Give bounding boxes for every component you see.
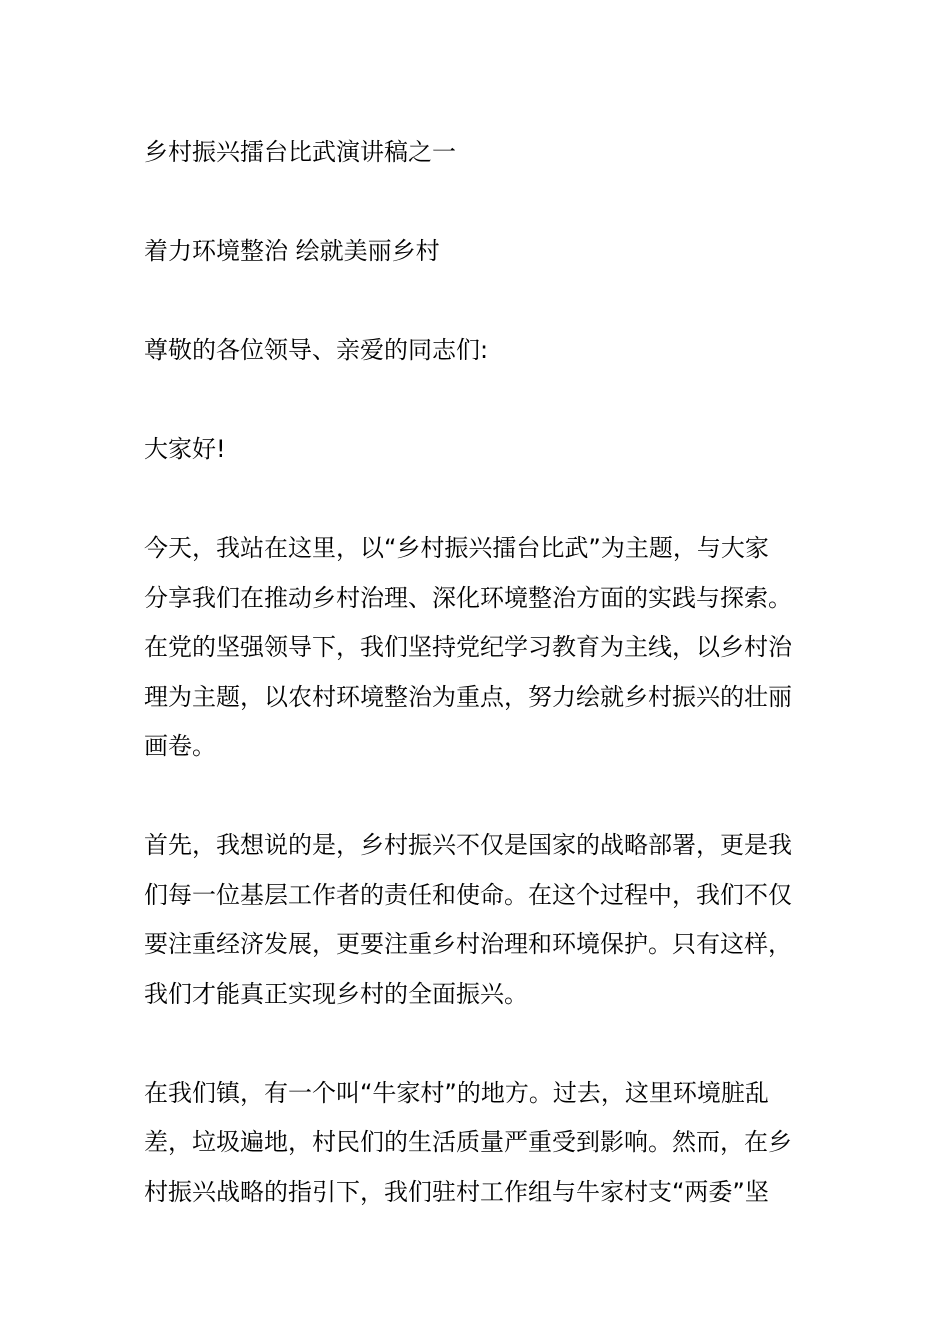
paragraph-1: [144, 524, 806, 772]
paragraph-line: 今天，我站在这里，以“乡村振兴擂台比武”为主题，与大家: [144, 534, 769, 562]
paragraph-line: 村振兴战略的指引下，我们驻村工作组与牛家村支“两委”坚: [144, 1177, 769, 1206]
paragraph-line: 在党的坚强领导下，我们坚持党纪学习教育为主线，以乡村治: [144, 633, 792, 661]
spacer: [144, 1019, 806, 1069]
paragraph-line: 分享我们在推动乡村治理、深化环境整治方面的实践与探索。: [144, 583, 792, 612]
paragraph-line: 在我们镇，有一个叫“牛家村”的地方。过去，这里环境脏乱: [144, 1078, 769, 1107]
spacer: [144, 376, 806, 426]
salutation: 尊敬的各位领导、亲爱的同志们:: [144, 336, 489, 364]
spacer: [144, 178, 806, 228]
greeting: 大家好!: [144, 435, 226, 463]
paragraph-line: 画卷。: [144, 732, 216, 760]
paragraph-2: [144, 821, 806, 1019]
speech-title: 着力环境整治 绘就美丽乡村: [144, 237, 440, 265]
spacer: [144, 475, 806, 525]
paragraph-line: 们每一位基层工作者的责任和使命。在这个过程中，我们不仅: [144, 880, 792, 909]
document-series-title: 乡村振兴擂台比武演讲稿之一: [144, 138, 456, 166]
paragraph-line: 首先，我想说的是，乡村振兴不仅是国家的战略部署，更是我: [144, 831, 792, 859]
document-body: [144, 128, 806, 1217]
paragraph-line: 理为主题，以农村环境整治为重点，努力绘就乡村振兴的壮丽: [144, 682, 792, 711]
paragraph-3: [144, 1069, 806, 1218]
paragraph-line: 差，垃圾遍地，村民们的生活质量严重受到影响。然而，在乡: [144, 1128, 792, 1156]
spacer: [144, 772, 806, 822]
paragraph-line: 我们才能真正实现乡村的全面振兴。: [144, 979, 528, 1008]
spacer: [144, 277, 806, 327]
paragraph-line: 要注重经济发展，更要注重乡村治理和环境保护。只有这样，: [144, 930, 792, 958]
